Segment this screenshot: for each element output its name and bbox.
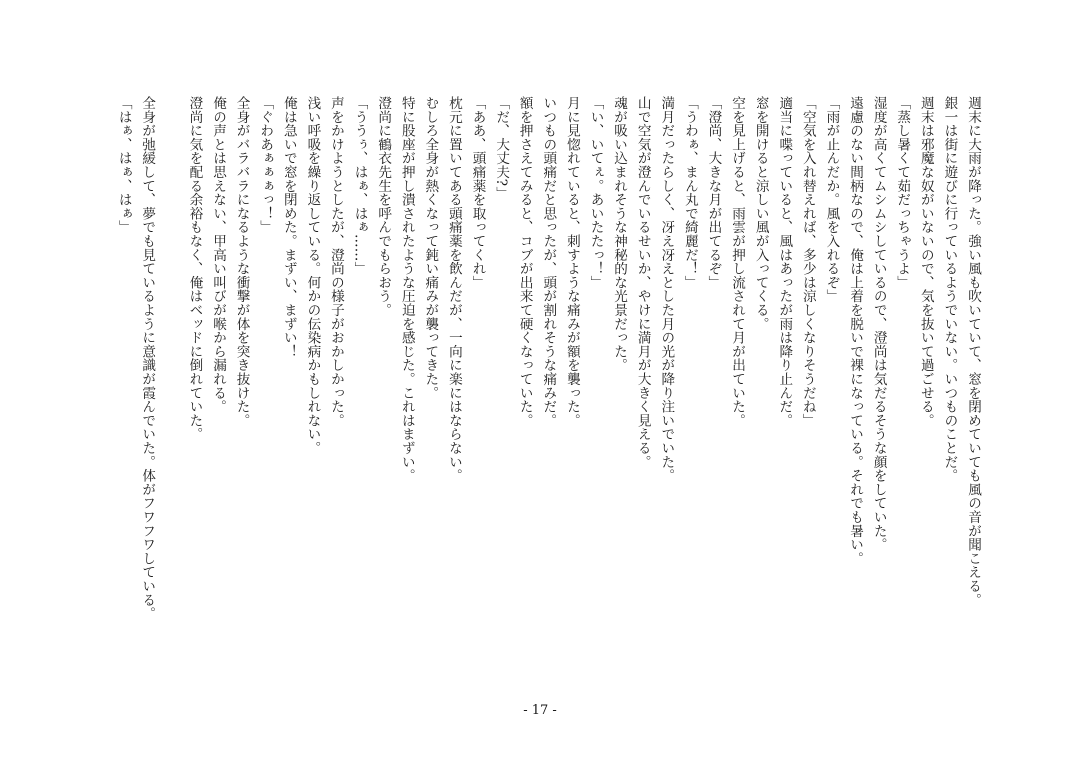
text-line: 特に股座が押し潰されたような圧迫を感じた。これはまずい。 xyxy=(398,96,415,483)
blank-line xyxy=(158,96,182,681)
text-line: 「だ、大丈夫?」 xyxy=(493,96,510,201)
text-line: 浅い呼吸を繰り返している。何かの伝染病かもしれない。 xyxy=(304,96,321,455)
page-number: - 17 - xyxy=(523,703,557,718)
text-line: 「はぁ、はぁ、はぁ」 xyxy=(115,96,132,234)
text-line: 満月だったらしく、冴え冴えとした月の光が降り注いでいた。 xyxy=(658,96,675,483)
text-line: 「ううぅ、はぁ、はぁ……」 xyxy=(351,96,368,276)
text-line: 「ああ、頭痛薬を取ってくれ」 xyxy=(469,96,486,290)
text-line: 額を押さえてみると、コブが出来て硬くなっていた。 xyxy=(516,96,533,428)
text-line: 声をかけようとしたが、澄尚の様子がおかしかった。 xyxy=(327,96,344,428)
text-line: 窓を開けると涼しい風が入ってくる。 xyxy=(752,96,769,331)
text-line: 銀一は街に遊びに行っているようでいない。いつものことだ。 xyxy=(941,96,958,483)
text-line: 澄尚に鶴衣先生を呼んでもらおう。 xyxy=(375,96,392,317)
text-line: 空を見上げると、雨雲が押し流されて月が出ていた。 xyxy=(729,96,746,428)
text-line: 俺の声とは思えない、甲高い叫びが喉から漏れる。 xyxy=(210,96,226,414)
text-line: 適当に喋っていると、風はあったが雨は降り止んだ。 xyxy=(776,96,793,428)
text-line: 「蒸し暑くて茹だっちゃうよ」 xyxy=(894,96,911,290)
text-line: 全身がバラバラになるような衝撃が体を突き抜けた。 xyxy=(233,96,250,428)
text-line: 「い、いてぇ。あいたたっ！」 xyxy=(587,96,604,290)
text-line: 週末は邪魔な奴がいないので、気を抜いて過ごせる。 xyxy=(917,96,934,428)
text-line: 俺は急いで窓を閉めた。まずい、まずい！ xyxy=(280,96,297,359)
text-line: 週末に大雨が降った。強い風も吹いていて、窓を閉めていても風の音が聞こえる。 xyxy=(965,96,981,607)
text-line: 枕元に置いてある頭痛薬を飲んだが、一向に楽にはならない。 xyxy=(445,96,462,483)
text-line: いつもの頭痛だと思ったが、頭が割れそうな痛みだ。 xyxy=(540,96,557,428)
text-line: むしろ全身が熱くなって鈍い痛みが襲ってきた。 xyxy=(422,96,439,400)
text-line: 「うわぁ、まん丸で綺麗だ！」 xyxy=(681,96,698,290)
text-line: 月に見惚れていると、刺すような痛みが額を襲った。 xyxy=(563,96,580,428)
vertical-text-body xyxy=(84,96,984,681)
text-line: 「空気を入れ替えれば、多少は涼しくなりそうだね」 xyxy=(799,96,816,428)
text-line: 「雨が止んだか。風を入れるぞ」 xyxy=(823,96,840,303)
text-line: 澄尚に気を配る余裕もなく、俺はベッドに倒れていた。 xyxy=(186,96,203,441)
text-line: 「澄尚、大きな月が出てるぞ」 xyxy=(705,96,722,290)
text-line: 「ぐわあぁぁぁっ！」 xyxy=(257,96,274,234)
text-line: 遠慮のない間柄なので、俺は上着を脱いで裸になっている。それでも暑い。 xyxy=(847,96,864,566)
text-line: 山で空気が澄んでいるせいか、やけに満月が大きく見える。 xyxy=(634,96,651,469)
text-line: 全身が弛緩して、夢でも見ているように意識が霞んでいた。体がフワフワしている。 xyxy=(139,96,156,621)
text-line: 湿度が高くてムシムシしているので、澄尚は気だるそうな顔をしていた。 xyxy=(870,96,887,552)
text-line: 魂が吸い込まれそうな神秘的な光景だった。 xyxy=(611,96,628,372)
